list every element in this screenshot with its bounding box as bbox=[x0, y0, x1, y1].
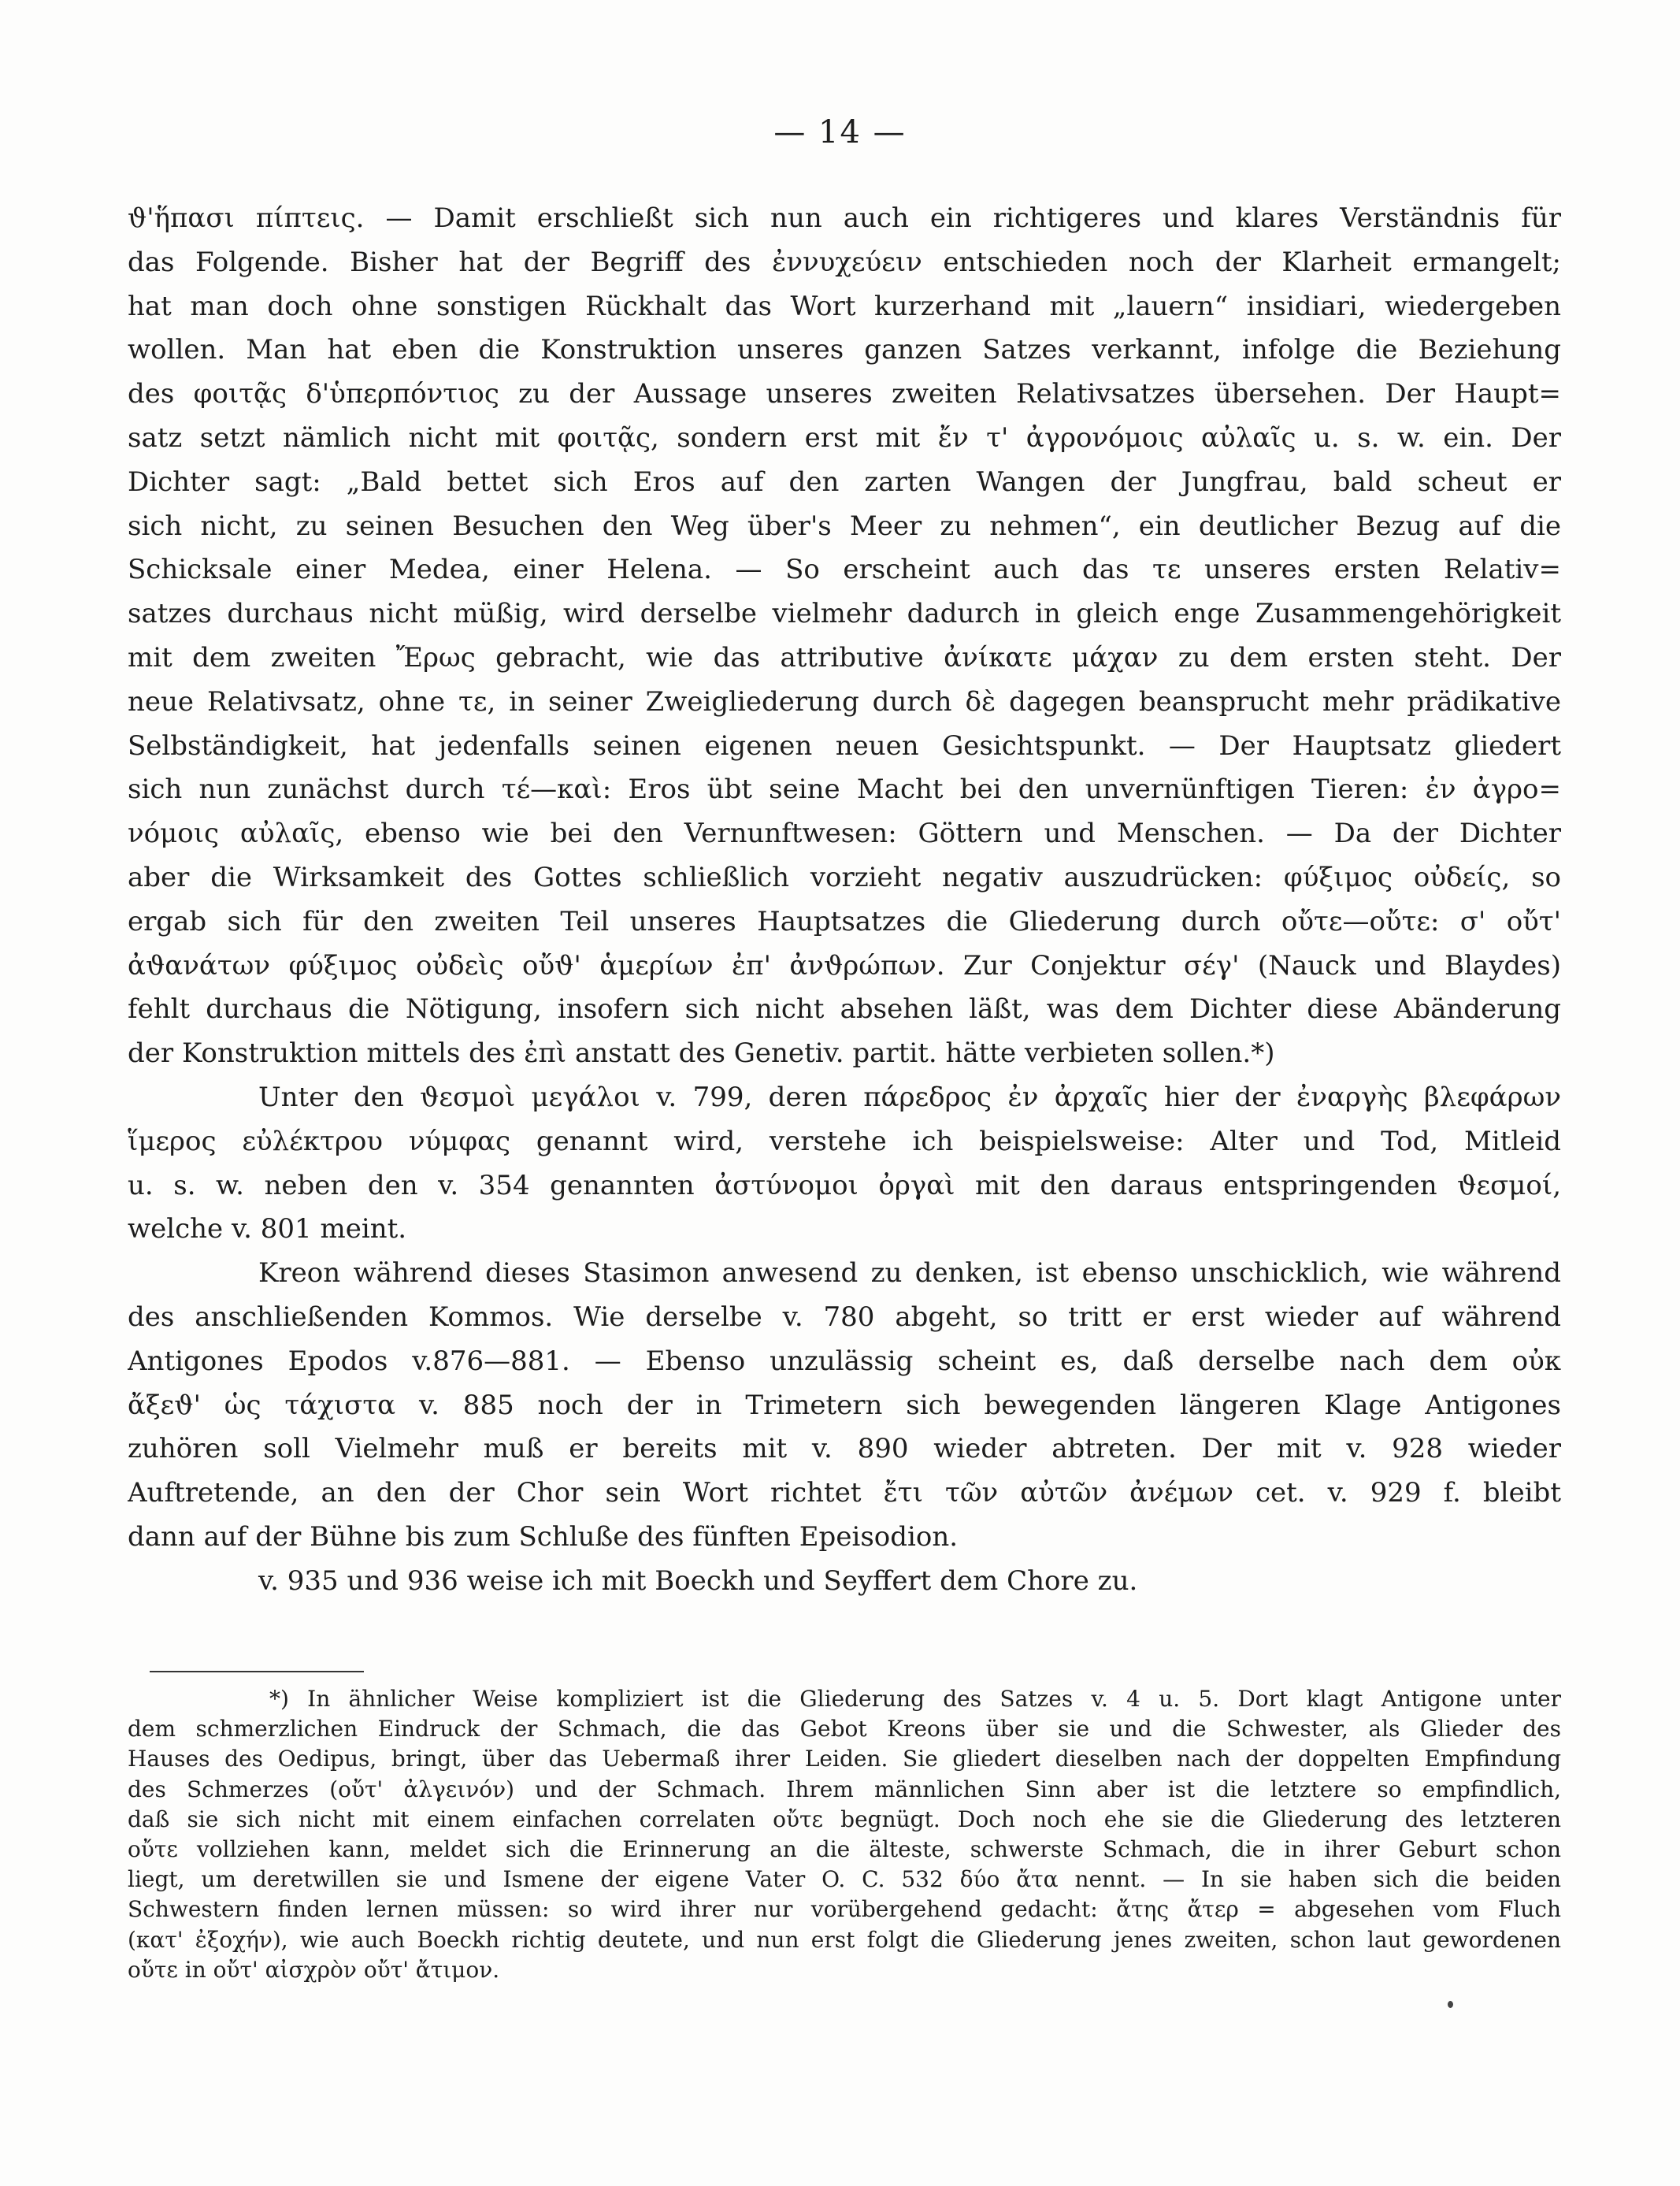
footnote-line: daß sie sich nicht mit einem einfachen correlaten οὔτε begnügt. Doch noch ehe sie die Gliederung des letzteren bbox=[128, 1806, 1561, 1832]
body-line: aber die Wirksamkeit des Gottes schließlich vorzieht negativ auszudrücken: φύξιμος οὐδείς, so bbox=[128, 861, 1561, 893]
footnote-line: liegt, um deretwillen sie und Ismene der eigene Vater O. C. 532 δύο ἄτα nennt. — In sie haben sich die beiden bbox=[128, 1866, 1561, 1893]
footnote-line: *) In ähnlicher Weise kompliziert ist die Gliederung des Satzes v. 4 u. 5. Dort klagt Antigone unter bbox=[269, 1686, 1561, 1712]
page-number: — 14 — bbox=[773, 114, 907, 150]
body-line: des φοιτᾷς δ'ὑπερπόντιος zu der Aussage unseres zweiten Relativsatzes übersehen. Der Haupt= bbox=[128, 378, 1561, 410]
footnote-rule bbox=[150, 1671, 364, 1672]
body-line: satzes durchaus nicht müßig, wird derselbe vielmehr dadurch in gleich enge Zusammengehörigkeit bbox=[128, 598, 1561, 630]
body-line: ἀϑανάτων φύξιμος οὐδεὶς οὔϑ' ἁμερίων ἐπ' ἀνϑρώπων. Zur Conjektur σέγ' (Nauck und Blaydes) bbox=[128, 949, 1561, 982]
body-line: mit dem zweiten Ἔρως gebracht, wie das attributive ἀνίκατε μάχαν zu dem ersten steht. Der bbox=[128, 641, 1561, 674]
body-line: Selbständigkeit, hat jedenfalls seinen eigenen neuen Gesichtspunkt. — Der Hauptsatz gliedert bbox=[128, 729, 1561, 762]
body-line: νόμοις αὐλαῖς, ebenso wie bei den Vernunftwesen: Göttern und Menschen. — Da der Dichter bbox=[128, 818, 1561, 850]
body-line: Antigones Epodos v.876—881. — Ebenso unzulässig scheint es, daß derselbe nach dem οὐκ bbox=[128, 1345, 1561, 1377]
body-line: fehlt durchaus die Nötigung, insofern sich nicht absehen läßt, was dem Dichter diese Abänderung bbox=[128, 993, 1561, 1026]
body-line: satz setzt nämlich nicht mit φοιτᾷς, sondern erst mit ἔν τ' ἀγρονόμοις αὐλαῖς u. s. w. ein. Der bbox=[128, 421, 1561, 454]
body-line: Dichter sagt: „Bald bettet sich Eros auf den zarten Wangen der Jungfrau, bald scheut er bbox=[128, 466, 1561, 498]
body-line: u. s. w. neben den v. 354 genannten ἀστύνομοι ὀργαὶ mit den daraus entspringenden ϑεσμοί, bbox=[128, 1169, 1561, 1201]
footnote-line: (κατ' ἐξοχήν), wie auch Boeckh richtig deutete, und nun erst folgt die Gliederung jenes zweiten, schon laut gewordenen bbox=[128, 1926, 1561, 1953]
body-line: neue Relativsatz, ohne τε, in seiner Zweigliederung durch δὲ dagegen beansprucht mehr prädikative bbox=[128, 685, 1561, 718]
body-line: der Konstruktion mittels des ἐπὶ anstatt des Genetiv. partit. hätte verbieten sollen.*) bbox=[128, 1037, 1275, 1070]
body-line: sich nun zunächst durch τέ—καὶ: Eros übt seine Macht bei den unvernünftigen Tieren: ἐν ἀγρο= bbox=[128, 774, 1561, 806]
body-line: Auftretende, an den der Chor sein Wort richtet ἔτι τῶν αὐτῶν ἀνέμων cet. v. 929 f. bleibt bbox=[128, 1477, 1561, 1509]
body-line: Kreon während dieses Stasimon anwesend zu denken, ist ebenso unschicklich, wie während bbox=[258, 1257, 1561, 1290]
footnote-line: dem schmerzlichen Eindruck der Schmach, die das Gebot Kreons über sie und die Schwester, als Glieder des bbox=[128, 1716, 1561, 1742]
body-line: hat man doch ohne sonstigen Rückhalt das Wort kurzerhand mit „lauern“ insidiari, wiedergeben bbox=[128, 290, 1561, 322]
body-line: welche v. 801 meint. bbox=[128, 1213, 407, 1245]
body-line: das Folgende. Bisher hat der Begriff des ἐννυχεύειν entschieden noch der Klarheit ermangelt; bbox=[128, 246, 1561, 278]
footnote-line: Schwestern finden lernen müssen: so wird ihrer nur vorübergehend gedacht: ἄτης ἄτερ = abgesehen vom Fluch bbox=[128, 1896, 1561, 1923]
body-line: sich nicht, zu seinen Besuchen den Weg über's Meer zu nehmen“, ein deutlicher Bezug auf die bbox=[128, 510, 1561, 542]
footnote-line: οὔτε in οὔτ' αἰσχρὸν οὔτ' ἄτιμον. bbox=[128, 1956, 500, 1983]
body-line: zuhören soll Vielmehr muß er bereits mit v. 890 wieder abtreten. Der mit v. 928 wieder bbox=[128, 1433, 1561, 1465]
body-line: v. 935 und 936 weise ich mit Boeckh und Seyffert dem Chore zu. bbox=[258, 1564, 1138, 1597]
footnote-line: des Schmerzes (οὔτ' ἀλγεινόν) und der Schmach. Ihrem männlichen Sinn aber ist die letztere so empfindlich, bbox=[128, 1776, 1561, 1802]
footnote-line: Hauses des Oedipus, bringt, über das Uebermaß ihrer Leiden. Sie gliedert dieselben nach der doppelten Empfindung bbox=[128, 1746, 1561, 1772]
body-line: Unter den ϑεσμοὶ μεγάλοι v. 799, deren πάρεδρος ἐν ἀρχαῖς hier der ἐναργὴς βλεφάρων bbox=[258, 1081, 1561, 1113]
body-line: ἄξεϑ' ὡς τάχιστα v. 885 noch der in Trimetern sich bewegenden längeren Klage Antigones bbox=[128, 1389, 1561, 1421]
body-text bbox=[128, 197, 1561, 1604]
body-line: dann auf der Bühne bis zum Schluße des fünften Epeisodion. bbox=[128, 1520, 959, 1553]
footnote bbox=[128, 1684, 1561, 1985]
body-line: ergab sich für den zweiten Teil unseres Hauptsatzes die Gliederung durch οὔτε—οὔτε: σ' οὔτ' bbox=[128, 905, 1561, 937]
body-line: ϑ'ἥπασι πίπτεις. — Damit erschließt sich nun auch ein richtigeres und klares Verständnis für bbox=[128, 202, 1561, 234]
footnote-line: οὔτε vollziehen kann, meldet sich die Erinnerung an die älteste, schwerste Schmach, die in ihrer Geburt schon bbox=[128, 1835, 1561, 1862]
body-line: des anschließenden Kommos. Wie derselbe v. 780 abgeht, so tritt er erst wieder auf während bbox=[128, 1301, 1561, 1333]
body-line: Schicksale einer Medea, einer Helena. — So erscheint auch das τε unseres ersten Relativ= bbox=[128, 554, 1561, 586]
body-line: ἵμερος εὐλέκτρου νύμφας genannt wird, verstehe ich beispielsweise: Alter und Tod, Mitleid bbox=[128, 1125, 1561, 1157]
body-line: wollen. Man hat eben die Konstruktion unseres ganzen Satzes verkannt, infolge die Beziehung bbox=[128, 334, 1561, 366]
ink-speck bbox=[1448, 2001, 1453, 2008]
